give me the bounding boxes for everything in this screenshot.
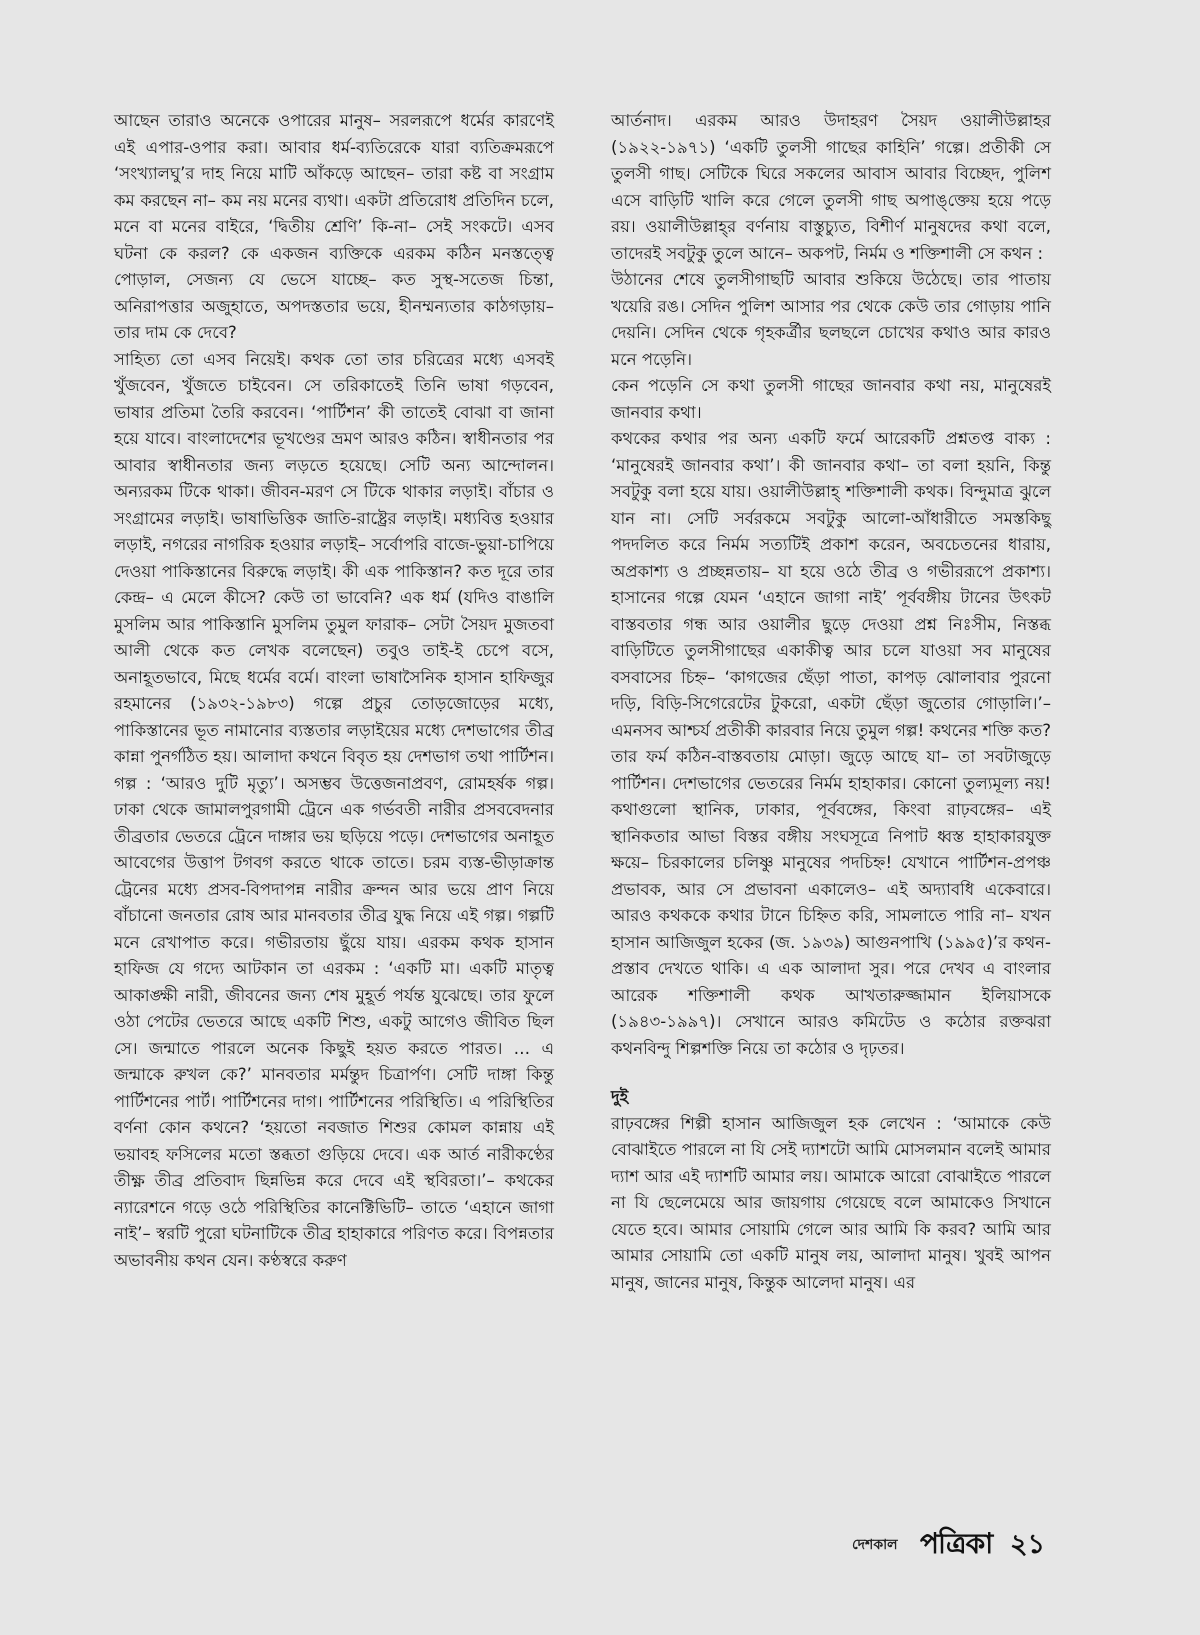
section-heading: দুই [611, 1087, 629, 1106]
paragraph: আছেন তারাও অনেকে ওপারের মানুষ– সরলরূপে ধর্মের কারণেই এই এপার-ওপার করা। আবার ধর্ম-ব্যতিরেকে যারা ব্যতিক্রমরূপে ‘সংখ্যালঘু’র দাহ নিয়ে মাটি আঁকড়ে আছেন– তারা কষ্ট বা সংগ্রাম কম করছেন না– কম নয় মনের ব্যথা। একটা প্রতিরোধ প্রতিদিন চলে, মনে বা মনের বাইরে, ‘দ্বিতীয় শ্রেণি’ কি-না– সেই সংকটে। এসব ঘটনা কে করল? কে একজন ব্যক্তিকে এরকম কঠিন মনস্তত্ত্বে পোড়াল, সেজন্য যে ভেসে যাচ্ছে– কত সুস্থ-সতেজ চিন্তা, অনিরাপত্তার অজুহাতে, অপদস্ততার ভয়ে, হীনম্মন্যতার কাঠগড়ায়– তার দাম কে দেবে? [114, 111, 554, 342]
paragraph: কথকের কথার পর অন্য একটি ফর্মে আরেকটি প্রশ্নতপ্ত বাক্য : ‘মানুষেরই জানবার কথা’। কী জানবার কথা– তা বলা হয়নি, কিন্তু সবটুকু বলা হয়ে যায়। ওয়ালীউল্লাহ্‌ শক্তিশালী কথক। বিন্দুমাত্র ঝুলে যান না। সেটি সর্বরকমে সবটুকু আলো-আঁধারীতে সমস্তকিছু পদদলিত করে নির্মম সত্যটিই প্রকাশ করেন, অবচেতনের ধারায়, অপ্রকাশ্য ও প্রচ্ছন্নতায়– যা হয়ে ওঠে তীব্র ও গভীররূপে প্রকাশ্য। হাসানের গল্পে যেমন ‘এহানে জাগা নাই’ পূর্ববঙ্গীয় টানের উৎকট বাস্তবতার গন্ধ আর ওয়ালীর ছুড়ে দেওয়া প্রশ্ন নিঃসীম, নিস্তব্ধ বাড়িটিতে তুলসীগাছের একাকীত্ব আর চলে যাওয়া সব মানুষের বসবাসের চিহ্ন– ‘কাগজের ছেঁড়া পাতা, কাপড় ঝোলাবার পুরনো দড়ি, বিড়ি-সিগেরেটের টুকরো, একটা ছেঁড়া জুতোর গোড়ালি।’– এমনসব আশ্চর্য প্রতীকী কারবার নিয়ে তুমুল গল্প! কথনের শক্তি কত? তার ফর্ম কঠিন-বাস্তবতায় মোড়া। জুড়ে আছে যা– তা সবটাজুড়ে পার্টিশন। দেশভাগের ভেতরের নির্মম হাহাকার। কোনো তুল্যমূল্য নয়! কথাগুলো স্থানিক, ঢাকার, পূর্ববঙ্গের, কিংবা রাঢ়বঙ্গের– এই স্থানিকতার আভা বিস্তর বঙ্গীয় সংঘসূত্রে নিপাট ধ্বস্ত হাহাকারযুক্ত ক্ষয়ে– চিরকালের চলিষ্ণু মানুষের পদচিহ্ন! যেখানে পার্টিশন-প্রপঞ্চ প্রভাবক, আর সে প্রভাবনা একালেও– এই অদ্যাবধি একেবারে। আরও কথককে কথার টানে চিহ্নিত করি, সামলাতে পারি না– যখন হাসান আজিজুল হকের (জ. ১৯৩৯) আগুনপাখি (১৯৯৫)’র কথন-প্রস্তাব দেখতে থাকি। এ এক আলাদা সুর। পরে দেখব এ বাংলার আরেক শক্তিশালী কথক আখতারুজ্জামান ইলিয়াসকে (১৯৪৩-১৯৯৭)। সেখানে আরও কমিটেড ও কঠোর রক্তঝরা কথনবিন্দু শিল্পশক্তি নিয়ে তা কঠোর ও দৃঢ়তর। [611, 429, 1051, 1058]
quoted-paragraph: কেন পড়েনি সে কথা তুলসী গাছের জানবার কথা নয়, মানুষেরই জানবার কথা। [611, 376, 1051, 422]
paragraph: আর্তনাদ। এরকম আরও উদাহরণ সৈয়দ ওয়ালীউল্লাহর (১৯২২-১৯৭১) ‘একটি তুলসী গাছের কাহিনি’ গল্পে। প্রতীকী সে তুলসী গাছ। সেটিকে ঘিরে সকলের আবাস আবার বিচ্ছেদ, পুলিশ এসে বাড়িটি খালি করে গেলে তুলসী গাছ অপাঙ্‌ক্তেয় হয়ে পড়ে রয়। ওয়ালীউল্লাহ্‌র বর্ণনায় বাস্তুচ্যুত, বিশীর্ণ মানুষদের কথা বলে, তাদেরই সবটুকু তুলে আনে– অকপট, নির্মম ও শক্তিশালী সে কথন : [611, 111, 1051, 263]
paragraph: সাহিত্য তো এসব নিয়েই। কথক তো তার চরিত্রের মধ্যে এসবই খুঁজবেন, খুঁজতে চাইবেন। সে তরিকাতেই তিনি ভাষা গড়বেন, ভাষার প্রতিমা তৈরি করবেন। ‘পার্টিশন’ কী তাতেই বোঝা বা জানা হয়ে যাবে। বাংলাদেশের ভূখণ্ডের ভ্রমণ আরও কঠিন। স্বাধীনতার পর আবার স্বাধীনতার জন্য লড়তে হয়েছে। সেটি অন্য আন্দোলন। অন্যরকম টিকে থাকা। জীবন-মরণ সে টিকে থাকার লড়াই। বাঁচার ও সংগ্রামের লড়াই। ভাষাভিত্তিক জাতি-রাষ্ট্রের লড়াই। মধ্যবিত্ত হওয়ার লড়াই, নগরের নাগরিক হওয়ার লড়াই– সর্বোপরি বাজে-ভুয়া-চাপিয়ে দেওয়া পাকিস্তানের বিরুদ্ধে লড়াই। কী এক পাকিস্তান? কত দূরে তার কেন্দ্র– এ মেলে কীসে? কেউ তা ভাবেনি? এক ধর্ম (যদিও বাঙালি মুসলিম আর পাকিস্তানি মুসলিম তুমুল ফারাক– সেটা সৈয়দ মুজতবা আলী থেকে কত লেখক বলেছেন) তবুও তাই-ই চেপে বসে, অনাহূতভাবে, মিছে ধর্মের বর্মে। বাংলা ভাষাসৈনিক হাসান হাফিজুর রহমানের (১৯৩২-১৯৮৩) গল্পে প্রচুর তোড়জোড়ের মধ্যে, পাকিস্তানের ভূত নামানোর ব্যস্ততার লড়াইয়ের মধ্যে দেশভাগের তীব্র কান্না পুনর্গঠিত হয়। আলাদা কথনে বিবৃত হয় দেশভাগ তথা পার্টিশন। গল্প : ‘আরও দুটি মৃত্যু’। অসম্ভব উত্তেজনাপ্রবণ, রোমহর্ষক গল্প। ঢাকা থেকে জামালপুরগামী ট্রেনে এক গর্ভবতী নারীর প্রসববেদনার তীব্রতার ভেতরে ট্রেনে দাঙ্গার ভয় ছড়িয়ে পড়ে। দেশভাগের অনাহূত আবেগের উত্তাপ টগবগ করতে থাকে তাতে। চরম ব্যস্ত-ভীড়াক্রান্ত ট্রেনের মধ্যে প্রসব-বিপদাপন্ন নারীর ক্রন্দন আর ভয়ে প্রাণ নিয়ে বাঁচানো জনতার রোষ আর মানবতার তীব্র যুদ্ধ নিয়ে এই গল্প। গল্পটি মনে রেখাপাত করে। গভীরতায় ছুঁয়ে যায়। এরকম কথক হাসান হাফিজ যে গদ্যে আটকান তা এরকম : ‘একটি মা। একটি মাতৃত্ব আকাঙ্ক্ষী নারী, জীবনের জন্য শেষ মুহূর্ত পর্যন্ত যুঝেছে। তার ফুলে ওঠা পেটের ভেতরে আছে একটি শিশু, একটু আগেও জীবিত ছিল সে। জন্মাতে পারলে অনেক কিছুই হয়ত করতে পারত। … এ জন্মাকে রুখল কে?’ মানবতার মর্মন্তুদ চিত্রার্পণ। সেটি দাঙ্গা কিন্তু পার্টিশনের পার্ট। পার্টিশনের দাগ। পার্টিশনের পরিস্থিতি। এ পরিস্থিতির বর্ণনা কোন কথনে? ‘হয়তো নবজাত শিশুর কোমল কান্নায় এই ভয়াবহ ফসিলের মতো স্তব্ধতা গুড়িয়ে দেবে। এক আর্ত নারীকণ্ঠের তীক্ষ্ণ তীব্র প্রতিবাদ ছিন্নভিন্ন করে দেবে এই স্থবিরতা।’– কথকের ন্যারেশনে গড়ে ওঠে পরিস্থিতির কানেক্টিভিটি– তাতে ‘এহানে জাগা নাই’– স্বরটি পুরো ঘটনাটিকে তীব্র হাহাকারে পরিণত করে। বিপন্নতার অভাবনীয় কথন যেন। কণ্ঠস্বরে করুণ [114, 349, 554, 1270]
left-column [114, 108, 554, 1274]
paragraph: রাঢ়বঙ্গের শিল্পী হাসান আজিজুল হক লেখেন : ‘আমাকে কেউ বোঝাইতে পারলে না যি সেই দ্যাশটো আমি মোসলমান বলেই আমার দ্যাশ আর এই দ্যাশটি আমার লয়। আমাকে আরো বোঝাইতে পারলে না যি ছেলেমেয়ে আর জায়গায় গেয়েছে বলে আমাকেও সিখানে যেতে হবে। আমার সোয়ামি গেলে আর আমি কি করব? আমি আর আমার সোয়ামি তো একটি মানুষ লয়, আলাদা মানুষ। খুবই আপন মানুষ, জানের মানুষ, কিন্তুক আলেদা মানুষ। এর [611, 1113, 1051, 1292]
quoted-paragraph: উঠানের শেষে তুলসীগাছটি আবার শুকিয়ে উঠেছে। তার পাতায় খয়েরি রঙ। সেদিন পুলিশ আসার পর থেকে কেউ তার গোড়ায় পানি দেয়নি। সেদিন থেকে গৃহকর্ত্রীর ছলছলে চোখের কথাও আর কারও মনে পড়েনি। [611, 270, 1051, 369]
page-footer [850, 1522, 1060, 1562]
page-number: ২১ [1010, 1529, 1046, 1560]
right-column [611, 108, 1051, 1296]
magazine-logo: পত্রিকা [920, 1527, 993, 1560]
magazine-logo-small: দেশকাল [852, 1537, 898, 1553]
